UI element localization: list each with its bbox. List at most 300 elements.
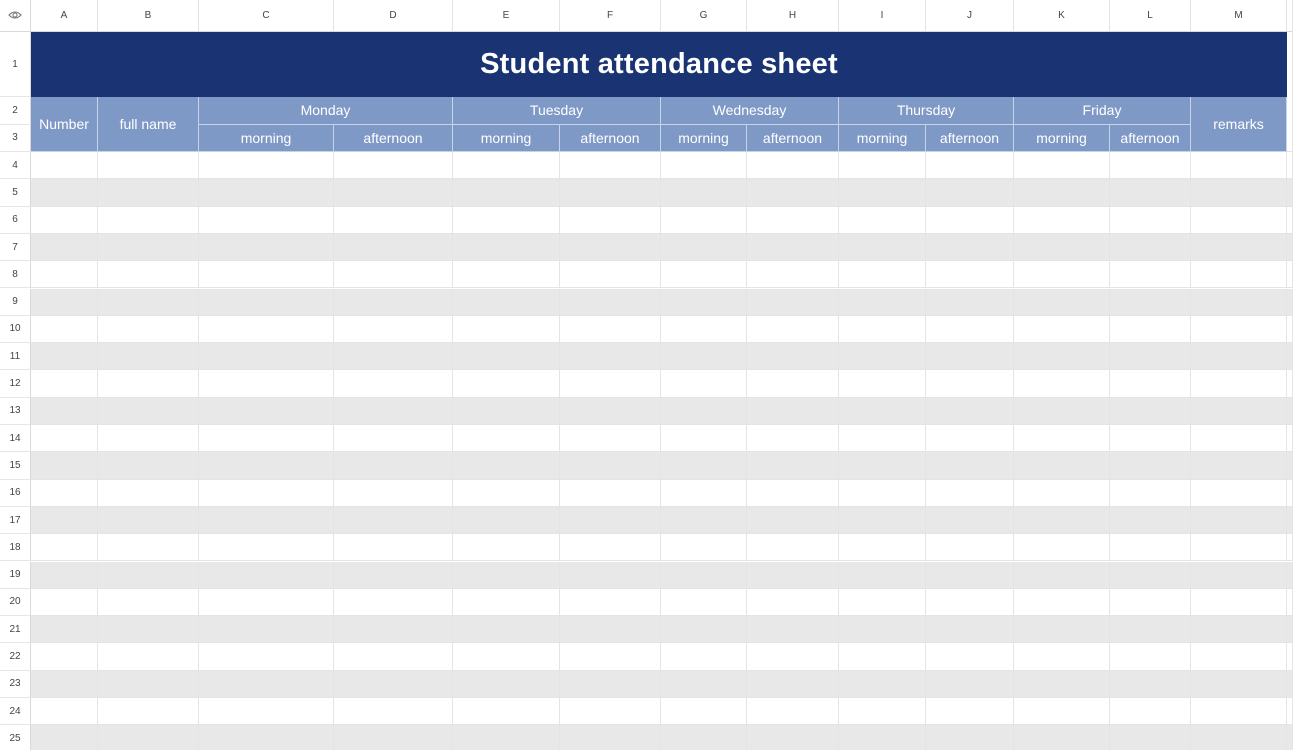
cell-d12[interactable] [334,370,453,397]
cell-e15[interactable] [453,452,560,479]
cell-k20[interactable] [1014,589,1110,616]
cell-m19[interactable] [1191,562,1287,589]
cell-b11[interactable] [98,343,199,370]
cell-m5[interactable] [1191,179,1287,206]
cell-a12[interactable] [31,370,98,397]
cell-i24[interactable] [839,698,926,725]
cell-g18[interactable] [661,534,747,561]
cell-l5[interactable] [1110,179,1191,206]
cell-c8[interactable] [199,261,334,288]
cell-e25[interactable] [453,725,560,750]
column-header-m[interactable]: M [1191,0,1287,32]
cell-j23[interactable] [926,671,1014,698]
cell-e17[interactable] [453,507,560,534]
cell-i17[interactable] [839,507,926,534]
header-wednesday-morning[interactable]: morning [661,125,747,153]
cell-g17[interactable] [661,507,747,534]
cell-i21[interactable] [839,616,926,643]
cell-g8[interactable] [661,261,747,288]
cell-d10[interactable] [334,316,453,343]
cell-a21[interactable] [31,616,98,643]
cell-j25[interactable] [926,725,1014,750]
cell-d11[interactable] [334,343,453,370]
cell-f24[interactable] [560,698,661,725]
cell-i5[interactable] [839,179,926,206]
cell-c20[interactable] [199,589,334,616]
cell-k10[interactable] [1014,316,1110,343]
cell-j13[interactable] [926,398,1014,425]
cell-c22[interactable] [199,643,334,670]
cell-c24[interactable] [199,698,334,725]
cell-a6[interactable] [31,207,98,234]
cell-f12[interactable] [560,370,661,397]
cell-a20[interactable] [31,589,98,616]
cell-l10[interactable] [1110,316,1191,343]
cell-j17[interactable] [926,507,1014,534]
cell-k12[interactable] [1014,370,1110,397]
cell-g15[interactable] [661,452,747,479]
cell-e9[interactable] [453,289,560,316]
cell-m4[interactable] [1191,152,1287,179]
cell-c16[interactable] [199,480,334,507]
cell-b6[interactable] [98,207,199,234]
cell-j5[interactable] [926,179,1014,206]
cell-c7[interactable] [199,234,334,261]
cell-b18[interactable] [98,534,199,561]
sheet-title[interactable]: Student attendance sheet [31,32,1287,97]
cell-g14[interactable] [661,425,747,452]
cell-a4[interactable] [31,152,98,179]
row-header-2[interactable]: 2 [0,97,31,125]
cell-k11[interactable] [1014,343,1110,370]
cell-f22[interactable] [560,643,661,670]
cell-d16[interactable] [334,480,453,507]
cell-k8[interactable] [1014,261,1110,288]
cell-l11[interactable] [1110,343,1191,370]
cell-i12[interactable] [839,370,926,397]
cell-m24[interactable] [1191,698,1287,725]
column-header-e[interactable]: E [453,0,560,32]
cell-l14[interactable] [1110,425,1191,452]
cell-e6[interactable] [453,207,560,234]
cell-i4[interactable] [839,152,926,179]
cell-j21[interactable] [926,616,1014,643]
cell-d4[interactable] [334,152,453,179]
cell-k24[interactable] [1014,698,1110,725]
cell-c6[interactable] [199,207,334,234]
header-remarks[interactable]: remarks [1191,97,1287,152]
cell-a11[interactable] [31,343,98,370]
cell-f17[interactable] [560,507,661,534]
cell-i8[interactable] [839,261,926,288]
row-header-15[interactable]: 15 [0,452,31,479]
cell-l9[interactable] [1110,289,1191,316]
cell-c13[interactable] [199,398,334,425]
cell-h10[interactable] [747,316,839,343]
cell-f13[interactable] [560,398,661,425]
cell-d5[interactable] [334,179,453,206]
cell-e23[interactable] [453,671,560,698]
cell-h7[interactable] [747,234,839,261]
cell-h21[interactable] [747,616,839,643]
cell-d13[interactable] [334,398,453,425]
cell-c25[interactable] [199,725,334,750]
cell-b15[interactable] [98,452,199,479]
cell-a15[interactable] [31,452,98,479]
row-header-21[interactable]: 21 [0,616,31,643]
cell-h17[interactable] [747,507,839,534]
cell-k16[interactable] [1014,480,1110,507]
row-header-8[interactable]: 8 [0,261,31,288]
column-header-c[interactable]: C [199,0,334,32]
cell-f21[interactable] [560,616,661,643]
cell-j4[interactable] [926,152,1014,179]
cell-d14[interactable] [334,425,453,452]
cell-b19[interactable] [98,562,199,589]
cell-a22[interactable] [31,643,98,670]
header-friday-morning[interactable]: morning [1014,125,1110,153]
row-header-20[interactable]: 20 [0,589,31,616]
cell-m13[interactable] [1191,398,1287,425]
header-tuesday-afternoon[interactable]: afternoon [560,125,661,153]
cell-a16[interactable] [31,480,98,507]
cell-b7[interactable] [98,234,199,261]
cell-d18[interactable] [334,534,453,561]
cell-e19[interactable] [453,562,560,589]
cell-c9[interactable] [199,289,334,316]
cell-i16[interactable] [839,480,926,507]
cell-c15[interactable] [199,452,334,479]
cell-f5[interactable] [560,179,661,206]
cell-j22[interactable] [926,643,1014,670]
cell-l16[interactable] [1110,480,1191,507]
cell-j19[interactable] [926,562,1014,589]
cell-i9[interactable] [839,289,926,316]
cell-j15[interactable] [926,452,1014,479]
eye-icon[interactable] [8,7,22,25]
row-header-22[interactable]: 22 [0,643,31,670]
cell-i23[interactable] [839,671,926,698]
select-all-corner[interactable] [0,0,31,32]
row-header-12[interactable]: 12 [0,370,31,397]
column-header-i[interactable]: I [839,0,926,32]
cell-c18[interactable] [199,534,334,561]
cell-l4[interactable] [1110,152,1191,179]
row-header-10[interactable]: 10 [0,316,31,343]
cell-g19[interactable] [661,562,747,589]
column-header-j[interactable]: J [926,0,1014,32]
cell-f9[interactable] [560,289,661,316]
cell-i22[interactable] [839,643,926,670]
cell-m20[interactable] [1191,589,1287,616]
cell-m15[interactable] [1191,452,1287,479]
cell-k4[interactable] [1014,152,1110,179]
cell-k13[interactable] [1014,398,1110,425]
cell-g23[interactable] [661,671,747,698]
cell-h20[interactable] [747,589,839,616]
cell-c17[interactable] [199,507,334,534]
row-header-23[interactable]: 23 [0,671,31,698]
cell-b22[interactable] [98,643,199,670]
cell-d22[interactable] [334,643,453,670]
cell-e14[interactable] [453,425,560,452]
cell-e12[interactable] [453,370,560,397]
cell-d9[interactable] [334,289,453,316]
cell-j16[interactable] [926,480,1014,507]
cell-g20[interactable] [661,589,747,616]
cell-a14[interactable] [31,425,98,452]
cell-g6[interactable] [661,207,747,234]
cell-l12[interactable] [1110,370,1191,397]
cell-k6[interactable] [1014,207,1110,234]
cell-d6[interactable] [334,207,453,234]
row-header-3[interactable]: 3 [0,125,31,153]
cell-h11[interactable] [747,343,839,370]
cell-e16[interactable] [453,480,560,507]
cell-e24[interactable] [453,698,560,725]
cell-j18[interactable] [926,534,1014,561]
cell-h22[interactable] [747,643,839,670]
cell-a23[interactable] [31,671,98,698]
cell-j6[interactable] [926,207,1014,234]
row-header-13[interactable]: 13 [0,398,31,425]
cell-h14[interactable] [747,425,839,452]
cell-l25[interactable] [1110,725,1191,750]
cell-g9[interactable] [661,289,747,316]
cell-i18[interactable] [839,534,926,561]
cell-c11[interactable] [199,343,334,370]
row-header-24[interactable]: 24 [0,698,31,725]
cell-b9[interactable] [98,289,199,316]
header-day-monday[interactable]: Monday [199,97,453,125]
cell-m14[interactable] [1191,425,1287,452]
cell-m16[interactable] [1191,480,1287,507]
cell-l6[interactable] [1110,207,1191,234]
cell-g21[interactable] [661,616,747,643]
cell-g16[interactable] [661,480,747,507]
cell-f4[interactable] [560,152,661,179]
cell-g4[interactable] [661,152,747,179]
cell-j12[interactable] [926,370,1014,397]
cell-f15[interactable] [560,452,661,479]
cell-i10[interactable] [839,316,926,343]
cell-j9[interactable] [926,289,1014,316]
cell-g13[interactable] [661,398,747,425]
cell-l24[interactable] [1110,698,1191,725]
row-header-14[interactable]: 14 [0,425,31,452]
cell-f11[interactable] [560,343,661,370]
cell-h23[interactable] [747,671,839,698]
cell-e4[interactable] [453,152,560,179]
column-header-d[interactable]: D [334,0,453,32]
cell-f10[interactable] [560,316,661,343]
cell-b25[interactable] [98,725,199,750]
cell-h16[interactable] [747,480,839,507]
cell-h24[interactable] [747,698,839,725]
cell-a5[interactable] [31,179,98,206]
cell-l17[interactable] [1110,507,1191,534]
cell-h15[interactable] [747,452,839,479]
cell-e13[interactable] [453,398,560,425]
row-header-7[interactable]: 7 [0,234,31,261]
cell-k7[interactable] [1014,234,1110,261]
cell-b24[interactable] [98,698,199,725]
cell-i7[interactable] [839,234,926,261]
cell-b4[interactable] [98,152,199,179]
cell-a7[interactable] [31,234,98,261]
cell-e8[interactable] [453,261,560,288]
cell-h8[interactable] [747,261,839,288]
cell-i19[interactable] [839,562,926,589]
cell-e20[interactable] [453,589,560,616]
cell-f23[interactable] [560,671,661,698]
cell-f16[interactable] [560,480,661,507]
cell-j11[interactable] [926,343,1014,370]
cell-m6[interactable] [1191,207,1287,234]
cell-l23[interactable] [1110,671,1191,698]
cell-h9[interactable] [747,289,839,316]
header-day-thursday[interactable]: Thursday [839,97,1014,125]
cell-h12[interactable] [747,370,839,397]
cell-a18[interactable] [31,534,98,561]
cell-i11[interactable] [839,343,926,370]
cell-b16[interactable] [98,480,199,507]
header-number[interactable]: Number [31,97,98,152]
cell-a10[interactable] [31,316,98,343]
cell-i13[interactable] [839,398,926,425]
cell-h6[interactable] [747,207,839,234]
cell-l22[interactable] [1110,643,1191,670]
cell-k25[interactable] [1014,725,1110,750]
cell-f19[interactable] [560,562,661,589]
header-day-wednesday[interactable]: Wednesday [661,97,839,125]
cell-g12[interactable] [661,370,747,397]
cell-m23[interactable] [1191,671,1287,698]
cell-m9[interactable] [1191,289,1287,316]
cell-k14[interactable] [1014,425,1110,452]
cell-k23[interactable] [1014,671,1110,698]
cell-a9[interactable] [31,289,98,316]
cell-f6[interactable] [560,207,661,234]
cell-l20[interactable] [1110,589,1191,616]
cell-k22[interactable] [1014,643,1110,670]
cell-b17[interactable] [98,507,199,534]
cell-c12[interactable] [199,370,334,397]
cell-l7[interactable] [1110,234,1191,261]
cell-l15[interactable] [1110,452,1191,479]
cell-l19[interactable] [1110,562,1191,589]
cell-b21[interactable] [98,616,199,643]
cell-c21[interactable] [199,616,334,643]
cell-m12[interactable] [1191,370,1287,397]
header-thursday-morning[interactable]: morning [839,125,926,153]
cell-c23[interactable] [199,671,334,698]
cell-e22[interactable] [453,643,560,670]
cell-g7[interactable] [661,234,747,261]
cell-e5[interactable] [453,179,560,206]
cell-f14[interactable] [560,425,661,452]
row-header-19[interactable]: 19 [0,562,31,589]
cell-m17[interactable] [1191,507,1287,534]
cell-k9[interactable] [1014,289,1110,316]
cell-c19[interactable] [199,562,334,589]
cell-k19[interactable] [1014,562,1110,589]
column-header-k[interactable]: K [1014,0,1110,32]
cell-k5[interactable] [1014,179,1110,206]
cell-h19[interactable] [747,562,839,589]
cell-a8[interactable] [31,261,98,288]
cell-d19[interactable] [334,562,453,589]
row-header-16[interactable]: 16 [0,480,31,507]
cell-m21[interactable] [1191,616,1287,643]
column-header-l[interactable]: L [1110,0,1191,32]
cell-f18[interactable] [560,534,661,561]
header-wednesday-afternoon[interactable]: afternoon [747,125,839,153]
cell-b5[interactable] [98,179,199,206]
cell-l13[interactable] [1110,398,1191,425]
cell-b8[interactable] [98,261,199,288]
cell-m10[interactable] [1191,316,1287,343]
cell-i14[interactable] [839,425,926,452]
cell-l18[interactable] [1110,534,1191,561]
cell-c14[interactable] [199,425,334,452]
row-header-18[interactable]: 18 [0,534,31,561]
cell-k21[interactable] [1014,616,1110,643]
column-header-h[interactable]: H [747,0,839,32]
cell-g24[interactable] [661,698,747,725]
column-header-f[interactable]: F [560,0,661,32]
cell-i25[interactable] [839,725,926,750]
cell-j24[interactable] [926,698,1014,725]
cell-l8[interactable] [1110,261,1191,288]
cell-e7[interactable] [453,234,560,261]
row-header-6[interactable]: 6 [0,207,31,234]
cell-m11[interactable] [1191,343,1287,370]
cell-d7[interactable] [334,234,453,261]
cell-d25[interactable] [334,725,453,750]
cell-k18[interactable] [1014,534,1110,561]
cell-d24[interactable] [334,698,453,725]
cell-k17[interactable] [1014,507,1110,534]
header-thursday-afternoon[interactable]: afternoon [926,125,1014,153]
column-header-b[interactable]: B [98,0,199,32]
cell-g5[interactable] [661,179,747,206]
cell-c5[interactable] [199,179,334,206]
cell-b13[interactable] [98,398,199,425]
cell-j7[interactable] [926,234,1014,261]
cell-c10[interactable] [199,316,334,343]
cell-a24[interactable] [31,698,98,725]
row-header-5[interactable]: 5 [0,179,31,206]
cell-f8[interactable] [560,261,661,288]
cell-m18[interactable] [1191,534,1287,561]
cell-l21[interactable] [1110,616,1191,643]
cell-h25[interactable] [747,725,839,750]
cell-f7[interactable] [560,234,661,261]
cell-h13[interactable] [747,398,839,425]
row-header-17[interactable]: 17 [0,507,31,534]
cell-g25[interactable] [661,725,747,750]
cell-h5[interactable] [747,179,839,206]
cell-m25[interactable] [1191,725,1287,750]
cell-a13[interactable] [31,398,98,425]
cell-k15[interactable] [1014,452,1110,479]
cell-e18[interactable] [453,534,560,561]
cell-b12[interactable] [98,370,199,397]
cell-d23[interactable] [334,671,453,698]
header-tuesday-morning[interactable]: morning [453,125,560,153]
cell-f25[interactable] [560,725,661,750]
